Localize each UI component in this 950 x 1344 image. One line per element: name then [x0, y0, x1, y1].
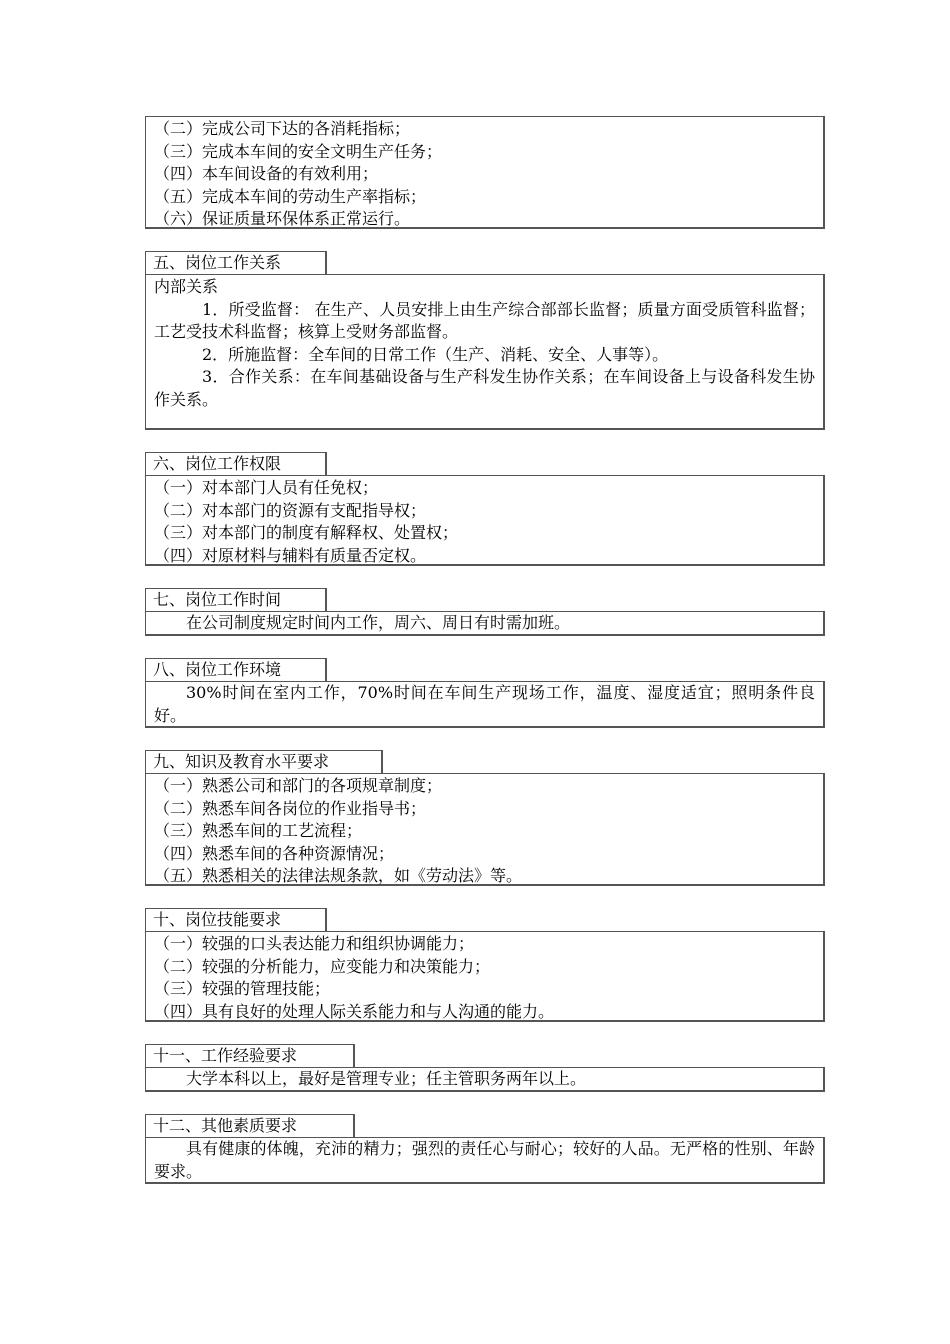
list-item: （四）本车间设备的有效利用；: [154, 164, 379, 184]
paragraph: 在公司制度规定时间内工作，周六、周日有时需加班。: [186, 613, 571, 632]
list-item: （三）较强的管理技能；: [154, 979, 331, 999]
paragraph: 30%时间在室内工作，70%时间在车间生产现场工作，温度、湿度适宜；照明条件良好。: [154, 683, 815, 725]
section-title: 十、岗位技能要求: [145, 908, 327, 931]
list-item: （五）完成本车间的劳动生产率指标；: [154, 186, 427, 206]
list-item: （一）熟悉公司和部门的各项规章制度；: [154, 776, 443, 795]
list-item: （四）对原材料与辅料有质量否定权。: [154, 545, 427, 565]
list-item: （三）完成本车间的安全文明生产任务；: [154, 141, 443, 161]
list-item: （四）具有良好的处理人际关系能力和与人沟通的能力。: [154, 1001, 555, 1021]
list-item: （一）对本部门人员有任免权；: [154, 478, 379, 497]
section-10-box: [145, 931, 825, 1022]
section-5-box: [145, 274, 825, 430]
list-item: （六）保证质量环保体系正常运行。: [154, 209, 411, 229]
section-title: 五、岗位工作关系: [145, 251, 327, 274]
section-title: 六、岗位工作权限: [145, 452, 327, 475]
section-9-box: [145, 773, 825, 886]
list-item: （一）较强的口头表达能力和组织协调能力；: [154, 934, 475, 953]
section-title: 九、知识及教育水平要求: [145, 750, 383, 773]
list-item: （四）熟悉车间的各种资源情况；: [154, 843, 395, 863]
section-6-box: [145, 475, 825, 566]
section-title: 十一、工作经验要求: [145, 1044, 355, 1067]
list-item: （三）对本部门的制度有解释权、处置权；: [154, 523, 459, 543]
list-item: （二）对本部门的资源有支配指导权；: [154, 500, 427, 520]
list-item: （二）较强的分析能力，应变能力和决策能力；: [154, 956, 491, 976]
paragraph: 大学本科以上，最好是管理专业；任主管职务两年以上。: [186, 1069, 587, 1088]
section-12-box: [145, 1137, 825, 1184]
paragraph: 2．所施监督：全车间的日常工作（生产、消耗、安全、人事等）。: [202, 344, 669, 364]
paragraph: 1．所受监督： 在生产、人员安排上由生产综合部部长监督；质量方面受质管科监督；工艺受技术科监督；核算上受财务部监督。: [154, 299, 815, 342]
section-4-tail-box: [145, 116, 825, 229]
section-8-box: [145, 681, 825, 728]
subheading: 内部关系: [154, 277, 219, 296]
section-title: 八、岗位工作环境: [145, 658, 327, 681]
list-item: （三）熟悉车间的工艺流程；: [154, 821, 363, 841]
list-item: （二）完成公司下达的各消耗指标；: [154, 119, 411, 138]
section-11-box: [145, 1067, 825, 1092]
paragraph: 3．合作关系：在车间基础设备与生产科发生协作关系；在车间设备上与设备科发生协作关系。: [154, 367, 815, 409]
section-title: 七、岗位工作时间: [145, 588, 327, 611]
list-item: （二）熟悉车间各岗位的作业指导书；: [154, 798, 427, 818]
section-title: 十二、其他素质要求: [145, 1114, 355, 1137]
section-7-box: [145, 611, 825, 636]
paragraph: 具有健康的体魄，充沛的精力；强烈的责任心与耐心；较好的人品。无严格的性别、年龄要求。: [154, 1139, 815, 1181]
list-item: （五）熟悉相关的法律法规条款，如《劳动法》等。: [154, 866, 523, 886]
